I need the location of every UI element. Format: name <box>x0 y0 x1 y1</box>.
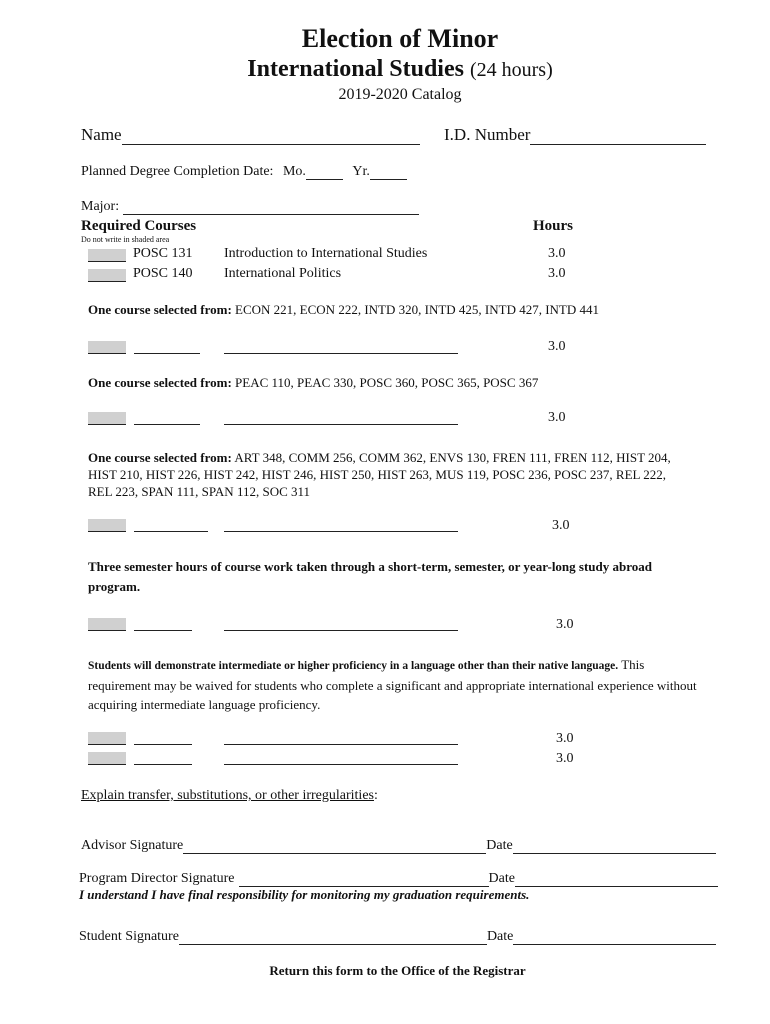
peac-group-text <box>88 374 698 391</box>
course-title-field[interactable] <box>224 531 458 532</box>
month-field[interactable] <box>306 179 343 180</box>
shaded-box <box>88 519 126 532</box>
course-title-field[interactable] <box>224 630 458 631</box>
date-label: Date <box>488 871 515 886</box>
group-list: PEAC 110, PEAC 330, POSC 360, POSC 365, POSC 367 <box>235 375 539 390</box>
minor-hours: (24 hours) <box>469 59 553 81</box>
student-date-field[interactable] <box>513 944 716 945</box>
completion-row <box>81 164 407 180</box>
course-number-field[interactable] <box>134 764 192 765</box>
advisor-row <box>81 838 716 854</box>
course-hours: 3.0 <box>556 731 574 746</box>
course-number-field[interactable] <box>134 630 192 631</box>
id-label: I.D. Number <box>444 125 531 144</box>
group-lead: One course selected from: <box>88 375 232 390</box>
course-title: Introduction to International Studies <box>224 246 428 261</box>
group-lead: One course selected from: <box>88 302 232 317</box>
year-label: Yr. <box>352 164 370 179</box>
major-field[interactable] <box>123 214 419 215</box>
language-lead: Students will demonstrate intermediate or higher proficiency in a language other than their native language. <box>88 660 619 672</box>
explain-row <box>81 788 378 804</box>
student-signature-field[interactable] <box>179 944 487 945</box>
course-hours: 3.0 <box>556 751 574 766</box>
course-title-field[interactable] <box>224 744 458 745</box>
course-hours: 3.0 <box>556 617 574 632</box>
course-hours: 3.0 <box>548 410 566 425</box>
group-lead: One course selected from: <box>88 450 232 465</box>
course-hours: 3.0 <box>552 518 570 533</box>
course-title-field[interactable] <box>224 424 458 425</box>
id-row <box>444 125 706 145</box>
shaded-box <box>88 732 126 745</box>
shaded-box <box>88 752 126 765</box>
course-hours: 3.0 <box>548 266 566 281</box>
responsibility-statement: I understand I have final responsibility for monitoring my graduation requirements. <box>79 887 530 902</box>
form-title: Election of Minor <box>301 24 499 53</box>
advisor-signature-field[interactable] <box>183 853 486 854</box>
shaded-box <box>88 341 126 354</box>
course-number-field[interactable] <box>134 353 200 354</box>
shaded-box <box>88 249 126 262</box>
month-label: Mo. <box>282 164 306 179</box>
name-field[interactable] <box>122 144 420 145</box>
course-hours: 3.0 <box>548 339 566 354</box>
minor-name: International Studies <box>247 56 464 82</box>
form-subtitle <box>0 56 770 83</box>
shaded-box <box>88 618 126 631</box>
director-row <box>79 871 718 887</box>
catalog-year: 2019-2020 Catalog <box>338 86 462 103</box>
explain-colon: : <box>373 788 378 803</box>
director-date-field[interactable] <box>515 886 718 887</box>
course-title: International Politics <box>224 266 342 281</box>
course-code: POSC 140 <box>133 266 193 281</box>
director-label: Program Director Signature <box>79 871 235 886</box>
shaded-area-note: Do not write in shaded area <box>81 235 170 244</box>
student-label: Student Signature <box>79 929 179 944</box>
name-label: Name <box>81 125 122 144</box>
year-field[interactable] <box>370 179 407 180</box>
course-number-field[interactable] <box>134 424 200 425</box>
language-rest: This requirement may be waived for students who complete a significant and appropriate international experience without acquiring intermediate language proficiency. <box>88 657 697 712</box>
date-label: Date <box>486 838 513 853</box>
id-number-field[interactable] <box>530 144 706 145</box>
course-hours: 3.0 <box>548 246 566 261</box>
group-list: ECON 221, ECON 222, INTD 320, INTD 425, INTD 427, INTD 441 <box>235 302 600 317</box>
language-text <box>88 655 700 714</box>
name-row <box>81 125 420 145</box>
group-list: ART 348, COMM 256, COMM 362, ENVS 130, FREN 111, FREN 112, HIST 204, HIST 210, HIST 226, HIST 242, HIST 246, HIST 250, HIST 263, MUS 119, POSC 236, POSC 237, REL 222, REL 223, SPAN 111, SPAN 112, SOC 311 <box>88 450 671 499</box>
study-abroad-text: Three semester hours of course work taken through a short-term, semester, or year-long study abroad program. <box>88 559 653 594</box>
econ-group-text <box>88 301 698 318</box>
course-code: POSC 131 <box>133 246 193 261</box>
course-number-field[interactable] <box>134 531 208 532</box>
major-row <box>81 199 419 215</box>
required-heading: Required Courses <box>81 218 197 234</box>
course-number-field[interactable] <box>134 744 192 745</box>
shaded-box <box>88 269 126 282</box>
date-label: Date <box>486 929 514 944</box>
shaded-box <box>88 412 126 425</box>
completion-label: Planned Degree Completion Date: <box>81 164 274 179</box>
art-group-text <box>88 449 693 500</box>
course-title-field[interactable] <box>224 764 458 765</box>
advisor-label: Advisor Signature <box>81 838 184 853</box>
hours-heading: Hours <box>533 218 574 234</box>
explain-label: Explain transfer, substitutions, or other irregularities <box>81 788 374 803</box>
course-title-field[interactable] <box>224 353 458 354</box>
student-row <box>79 929 716 945</box>
return-instruction: Return this form to the Office of the Registrar <box>269 963 526 978</box>
advisor-date-field[interactable] <box>513 853 716 854</box>
major-label: Major: <box>81 199 120 214</box>
